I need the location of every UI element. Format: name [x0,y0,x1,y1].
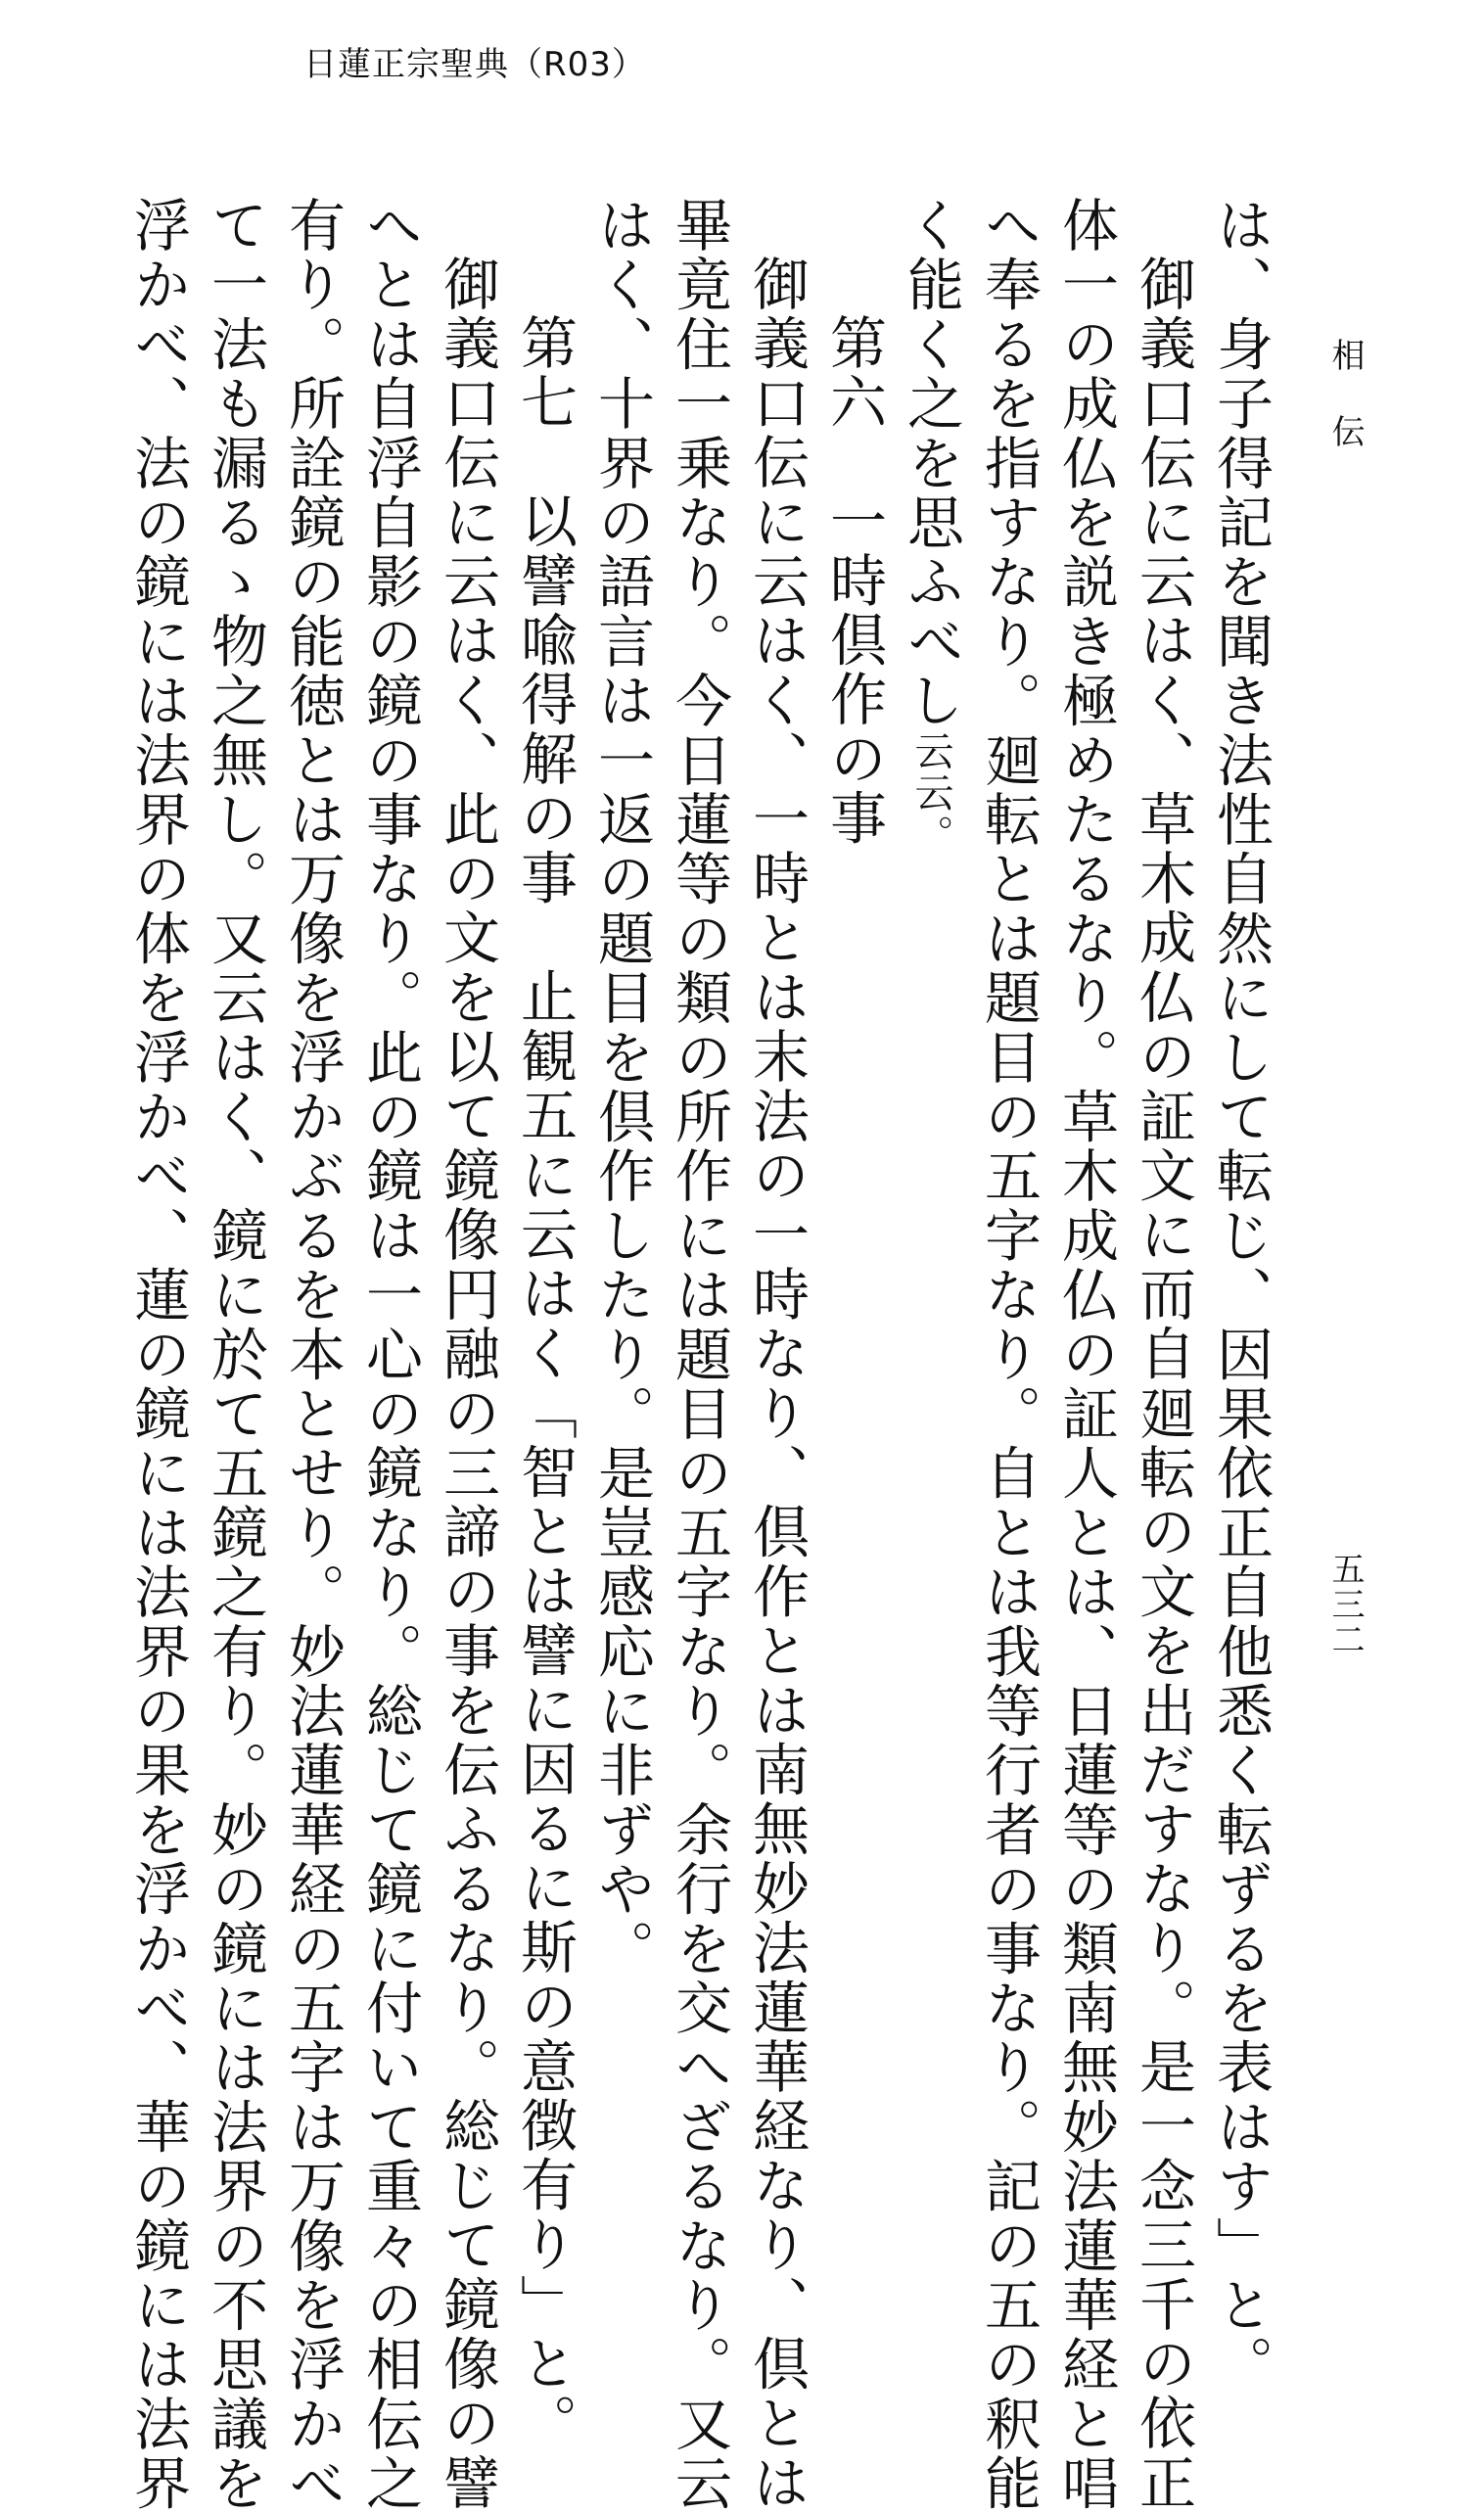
text-column: は、身子得記を聞き法性自然にして転じ、因果依正自他悉く転ずるを表はす」と。 [1207,196,1274,2395]
text-column: はく、十界の語言は一返の題目を倶作したり。是豈感応に非ずや。 [588,196,655,1978]
running-head: 相伝 [1325,338,1365,490]
text-column: 御義口伝に云はく、草木成仏の証文に而自廻転の文を出だすなり。是一念三千の依正 [1130,255,1196,2513]
text-column: 御義口伝に云はく、一時とは末法の一時なり、倶作とは南無妙法蓮華経なり、倶とは [743,255,810,2513]
text-column: 浮かべ、法の鏡には法界の体を浮かべ、蓮の鏡には法界の果を浮かべ、華の鏡には法界 [124,196,191,2513]
text-column: 畢竟住一乗なり。今日蓮等の類の所作には題目の五字なり。余行を交へざるなり。又云 [666,196,732,2513]
text-column: へ奉るを指すなり。廻転とは題目の五字なり。自とは我等行者の事なり。記の五の釈能 [975,196,1042,2513]
document-id-label: 日蓮正宗聖典（R03） [303,45,646,84]
text-column: 御義口伝に云はく、此の文を以て鏡像円融の三諦の事を伝ふるなり。総じて鏡像の譬 [434,255,500,2513]
text-column: へとは自浮自影の鏡の事なり。此の鏡は一心の鏡なり。総じて鏡に付いて重々の相伝之 [356,196,423,2513]
page-number: 五三二 [1325,1552,1365,1657]
body-text [124,196,1278,2513]
text-column: 体一の成仏を説き極めたるなり。草木成仏の証人とは、日蓮等の類南無妙法蓮華経と唱 [1052,196,1119,2513]
column-note: 云云。 [908,730,953,857]
text-column: 有り。所詮鏡の能徳とは万像を浮かぶるを本とせり。妙法蓮華経の五字は万像を浮かべ [279,196,346,2513]
section-heading: 第七 以譬喩得解の事 止観五に云はく「智とは譬に因るに斯の意徴有り」と。 [511,313,578,2453]
column-text: く能く之を思ふべし [898,196,964,731]
text-column [892,196,969,1958]
section-heading: 第六 一時倶作の事 [820,313,887,849]
text-column: て一法も漏るゝ物之無し。又云はく、鏡に於て五鏡之有り。妙の鏡には法界の不思議を [202,196,268,2513]
